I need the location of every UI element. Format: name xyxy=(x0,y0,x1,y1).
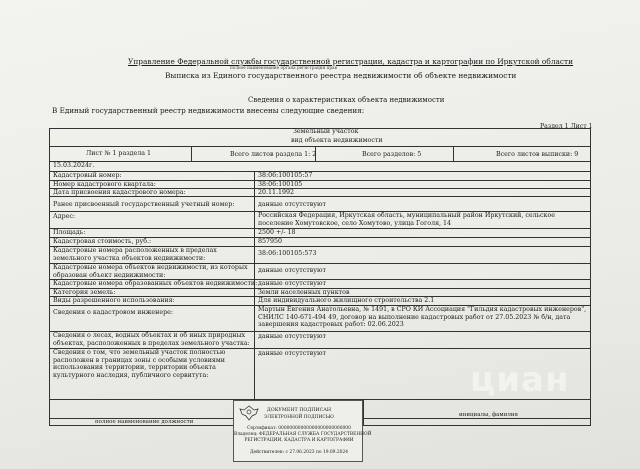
row-label: Сведения о том, что земельный участок полностью расположен в границах зоны с особыми условиями использования территории, территории объекта культурного наследия, публичного сервитута: xyxy=(53,349,226,379)
sheet-info: Раздел 1 Лист 1 xyxy=(540,123,593,130)
e-signature-stamp xyxy=(233,400,372,462)
row-label: Кадастровые номера объектов недвижимости, из которых образован объект недвижимости: xyxy=(53,264,248,279)
row-label: Сведения о кадастровом инженере: xyxy=(53,309,173,316)
row-label: Виды разрешенного использования: xyxy=(53,297,175,304)
section-sheets: Всего листов раздела 1: 2 xyxy=(230,151,317,158)
row-value: данные отсутствуют xyxy=(258,280,326,287)
row-label: Кадастровая стоимость, руб.: xyxy=(53,238,152,245)
agency-caption: полное наименование органа регистрации прав xyxy=(230,65,337,70)
sections-total: Всего разделов: 5 xyxy=(362,151,422,158)
object-type: Земельный участок xyxy=(293,128,359,135)
stamp-owner: Владелец: ФЕДЕРАЛЬНАЯ СЛУЖБА ГОСУДАРСТВЕННОЙ xyxy=(234,432,372,437)
object-type-caption: вид объекта недвижимости xyxy=(291,137,383,144)
row-label: Кадастровые номера расположенных в пределах земельного участка объектов недвижимости: xyxy=(53,247,217,262)
row-value: 2500 +/- 18 xyxy=(258,229,296,236)
row-label: Кадастровый номер: xyxy=(53,172,122,179)
extract-sheets: Всего листов выписки: 9 xyxy=(496,151,579,158)
stamp-title: ДОКУМЕНТ ПОДПИСАН xyxy=(266,408,332,413)
extract-date: 15.03.2024г. xyxy=(53,162,95,169)
engineer-value: Мартын Евгения Анатольевна, № 1491, в СРО КИ Ассоциация "Гильдия кадастровых инженеров", СНИЛС 140-671-494 49, договор на выполнение кадастровых работ от 27.05.2023 № б/н, дата завершения кадастровых работ: 02.06.2023 xyxy=(258,306,587,329)
stamp-subtitle: ЭЛЕКТРОННОЙ ПОДПИСЬЮ xyxy=(264,415,334,420)
row-label: Кадастровые номера образованных объектов недвижимости: xyxy=(53,280,258,287)
extract-title: Выписка из Единого государственного реестра недвижимости об объекте недвижимости xyxy=(165,71,517,80)
row-value: Для индивидуального жилищного строительства 2.1 xyxy=(258,297,435,304)
stamp-owner-cont: РЕГИСТРАЦИИ, КАДАСТРА И КАРТОГРАФИИ xyxy=(244,438,354,443)
row-value: данные отсутствуют xyxy=(258,350,326,357)
row-value: 857950 xyxy=(258,238,283,245)
row-label: Ранее присвоенный государственный учетный номер: xyxy=(53,201,235,208)
row-label: Площадь: xyxy=(53,229,86,236)
position-caption: полное наименование должности xyxy=(95,419,194,425)
sheet-number: Лист № 1 раздела 1 xyxy=(86,150,152,157)
row-value: 38:06:100105:573 xyxy=(258,250,317,257)
row-label: Сведения о лесах, водных объектах и об иных природных объектах, расположенных в пределах земельного участка: xyxy=(53,332,250,347)
row-value: 20.11.1992 xyxy=(258,189,295,196)
watermark-logo: циан xyxy=(470,360,570,400)
row-label: Адрес: xyxy=(53,213,76,220)
stamp-validity: Действителен: с 27.06.2023 по 19.09.2024 xyxy=(249,450,349,455)
stamp-certificate: Сертификат: 00000000000000000000000000 xyxy=(247,426,351,431)
row-value: 38:06:100105 xyxy=(258,181,303,188)
row-value: данные отсутствуют xyxy=(258,201,326,208)
row-value: данные отсутствуют xyxy=(258,267,326,274)
intro-text: В Единый государственный реестр недвижимости внесены следующие сведения: xyxy=(52,106,365,115)
row-value: данные отсутствуют xyxy=(258,333,326,340)
agency-name: Управление Федеральной службы государственной регистрации, кадастра и картографии по Иркутской области xyxy=(128,57,574,66)
row-value: Земли населенных пунктов xyxy=(258,289,350,296)
name-caption: инициалы, фамилия xyxy=(459,412,519,418)
row-value: 38:06:100105:57 xyxy=(258,172,313,179)
row-label: Номер кадастрового квартала: xyxy=(53,181,156,188)
address-value: Российская Федерация, Иркутская область, муниципальный район Иркутский, сельское поселение Хомутовское, село Хомутово, улица Гоголя, 14 xyxy=(258,212,556,227)
row-label: Категория земель: xyxy=(53,289,116,296)
section-title: Сведения о характеристиках объекта недвижимости xyxy=(248,96,445,104)
row-label: Дата присвоения кадастрового номера: xyxy=(53,189,186,196)
